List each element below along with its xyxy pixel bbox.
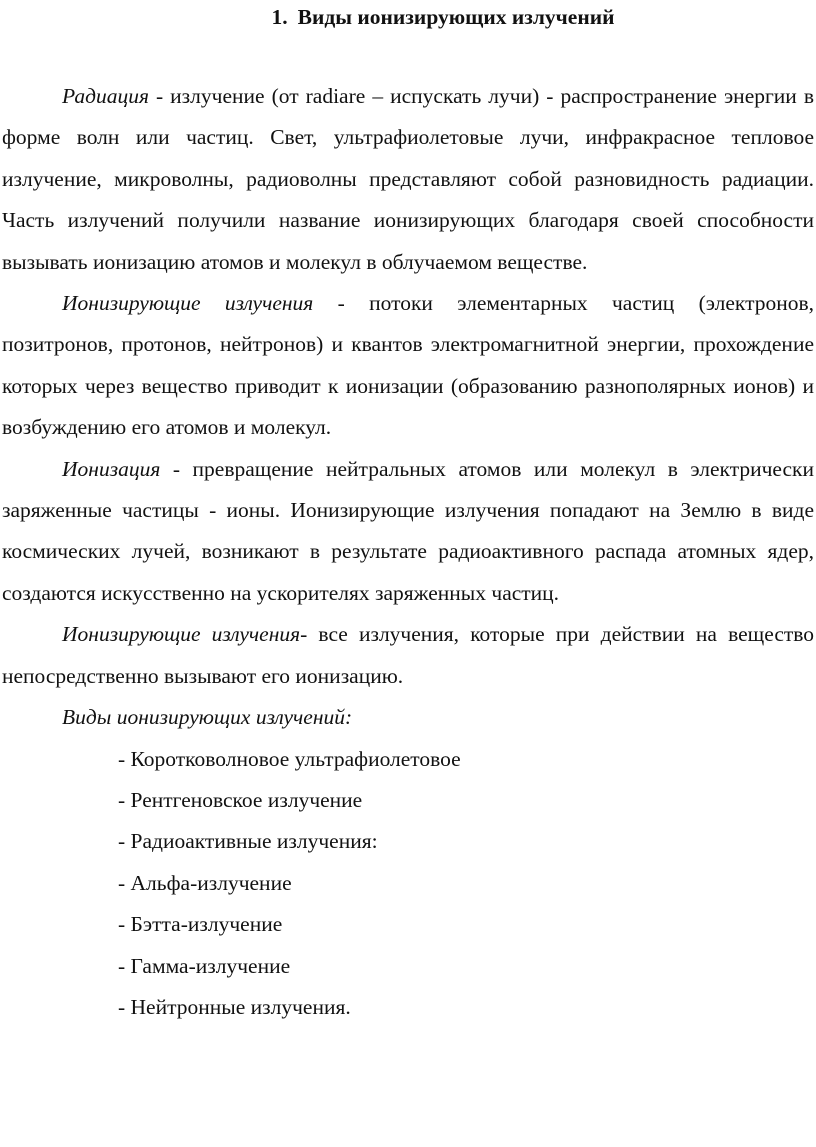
list-item: - Нейтронные излучения. [118,994,351,1019]
term-ionizing-radiation-2: Ионизирующие излучения [62,622,301,647]
term-ionizing-radiation: Ионизирующие излучения [62,291,314,316]
definition-ionizing-radiation: - потоки элементарных частиц (электронов, позитронов, протонов, нейтронов) и квантов электромагнитной энергии, прохождение которых через вещество приводит к ионизации (образованию разнополярных ионов) и возбуждению его атомов и молекул. [2,291,815,440]
section-title: Виды ионизирующих излучений [297,5,615,29]
list-item: - Коротковолновое ультрафиолетовое [118,746,461,771]
paragraph-radiation [2,76,814,283]
paragraph-ionizing-radiation-2 [2,614,814,697]
section-heading [0,3,816,31]
list-item: - Бэтта-излучение [118,912,283,937]
paragraph-ionization [2,449,814,615]
types-title: Виды ионизирующих излучений: [62,705,353,730]
paragraph-ionizing-radiation [2,283,814,449]
section-number: 1. [271,5,288,29]
term-radiation: Радиация [62,84,149,108]
definition-radiation: - излучение (от radiare – испускать лучи) - распространение энергии в форме волн или частиц. Свет, ультрафиолетовые лучи, инфракрасное тепловое излучение, микроволны, радиоволны представляют собой разновидность радиации. Часть излучений получили название ионизирующих благодаря своей способности вызывать ионизацию атомов и молекул в облучаемом веществе. [2,84,814,274]
types-list [2,739,814,1029]
list-item: - Рентгеновское излучение [118,787,363,812]
list-item: - Гамма-излучение [118,953,291,978]
definition-ionization: - превращение нейтральных атомов или молекул в электрически заряженные частицы - ионы. Ионизирующие излучения попадают на Землю в виде космических лучей, возникают в результате радиоактивного распада атомных ядер, создаются искусственно на ускорителях заряженных частиц. [2,456,814,605]
term-ionization: Ионизация [62,456,161,481]
definition-ionizing-radiation-2: - все излучения, которые при действии на вещество непосредственно вызывают его ионизацию. [2,622,815,688]
list-item: - Альфа-излучение [118,870,292,895]
document-body [2,76,814,1028]
list-item: - Радиоактивные излучения: [118,829,378,854]
